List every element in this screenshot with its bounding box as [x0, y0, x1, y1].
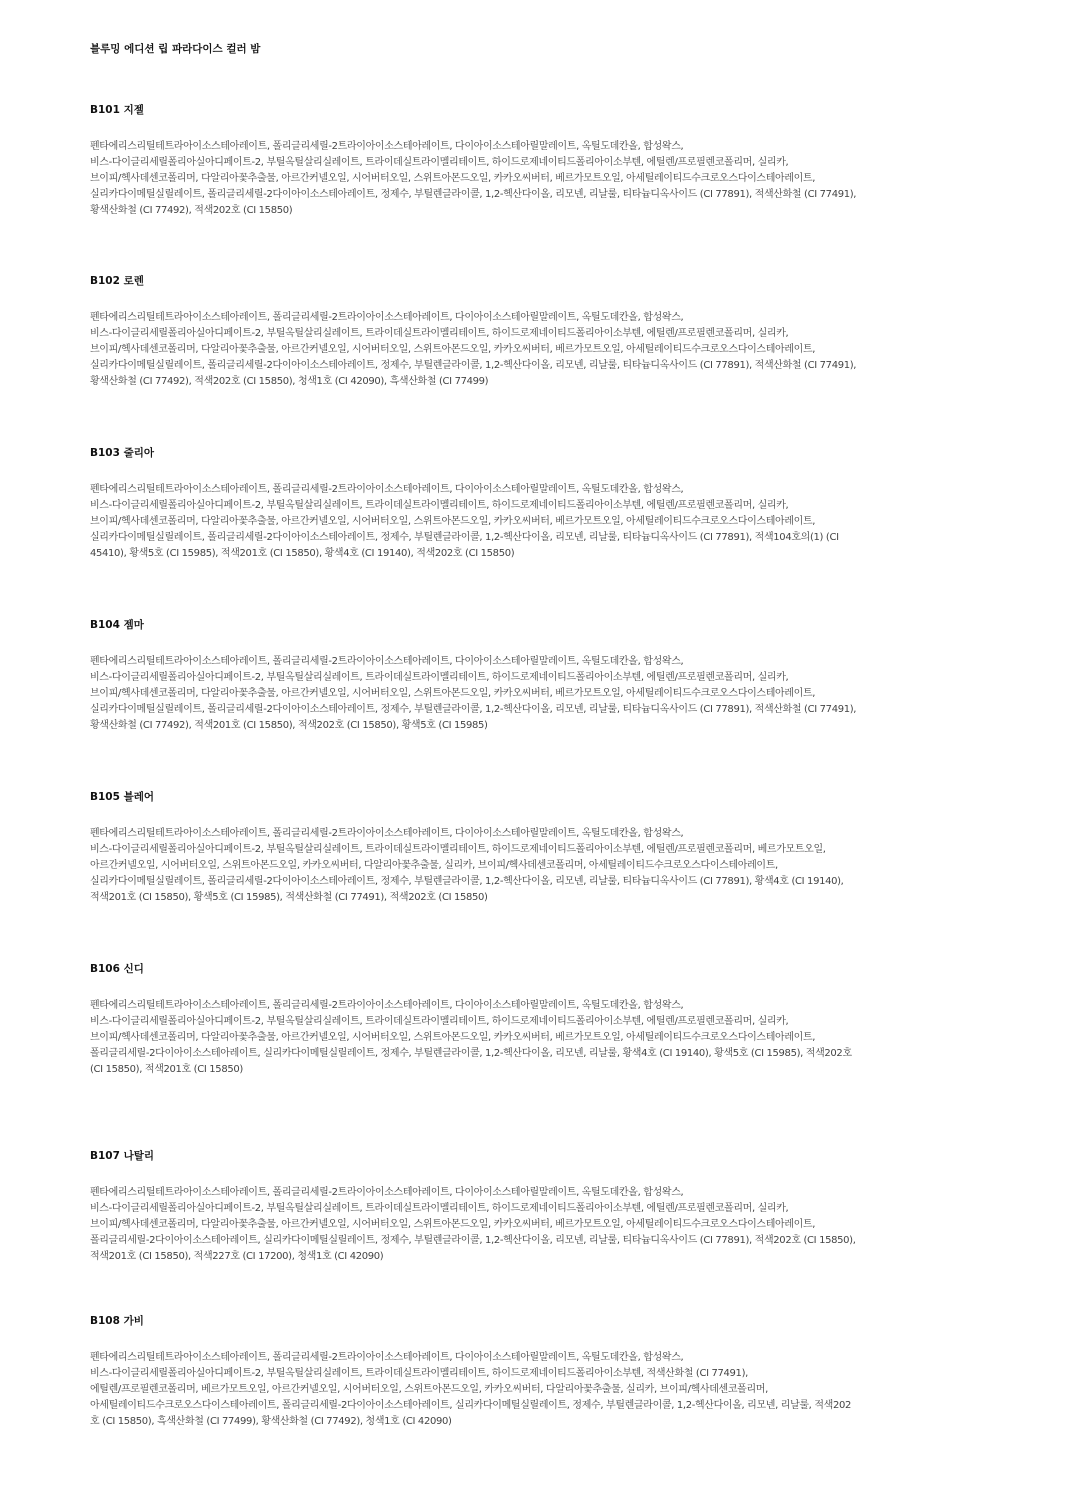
- section-title: B106 신디: [90, 963, 144, 975]
- ingredient-section-b107: [90, 1149, 990, 1265]
- section-title: B101 지젤: [90, 104, 144, 116]
- ingredient-section-b106: [90, 962, 990, 1078]
- ingredient-section-b105: [90, 790, 990, 906]
- section-ingredients: 펜타에리스리틸테트라아이소스테아레이트, 폴리글리세릴-2트라이아이소스테아레이트, 다이아이소스테아릴말레이트, 옥틸도데칸올, 합성왁스, 비스-다이글리세릴폴리아실아디페이트-2, 부틸옥틸살리실레이트, 트라이데실트라이멜리테이트, 하이드로제네이티드폴리아이소부텐, 에틸렌/프로필렌코폴리머, 실리카, 브이피/헥사데센코폴리머, 다알리아꽃추출물, 아르간커넬오일, 시어버터오일, 스위트아몬드오일, 카카오씨버터, 베르가모트오일, 아세틸레이티드수크로오스다이스테아레이트, 실리카다이메틸실릴레이트, 폴리글리세릴-2다이아이소스테아레이트, 정제수, 부틸렌글라이콜, 1,2-헥산다이올, 리모넨, 리날룰, 티타늄디옥사이드 (CI 77891), 적색산화철 (CI 77491), 황색산화철 (CI 77492), 적색201호 (CI 15850), 적색202호 (CI 15850), 황색5호 (CI 15985): [90, 656, 857, 731]
- section-ingredients: 펜타에리스리틸테트라아이소스테아레이트, 폴리글리세릴-2트라이아이소스테아레이트, 다이아이소스테아릴말레이트, 옥틸도데칸올, 합성왁스, 비스-다이글리세릴폴리아실아디페이트-2, 부틸옥틸살리실레이트, 트라이데실트라이멜리테이트, 하이드로제네이티드폴리아이소부텐, 에틸렌/프로필렌코폴리머, 실리카, 브이피/헥사데센코폴리머, 다알리아꽃추출물, 아르간커넬오일, 시어버터오일, 스위트아몬드오일, 카카오씨버터, 베르가모트오일, 아세틸레이티드수크로오스다이스테아레이트, 폴리글리세릴-2다이아이소스테아레이트, 실리카다이메틸실릴레이트, 정제수, 부틸렌글라이콜, 1,2-헥산다이올, 리모넨, 리날룰, 황색4호 (CI 19140), 황색5호 (CI 15985), 적색202호 (CI 15850), 적색201호 (CI 15850): [90, 1000, 852, 1075]
- section-ingredients: 펜타에리스리틸테트라아이소스테아레이트, 폴리글리세릴-2트라이아이소스테아레이트, 다이아이소스테아릴말레이트, 옥틸도데칸올, 합성왁스, 비스-다이글리세릴폴리아실아디페이트-2, 부틸옥틸살리실레이트, 트라이데실트라이멜리테이트, 하이드로제네이티드폴리아이소부텐, 에틸렌/프로필렌코폴리머, 실리카, 브이피/헥사데센코폴리머, 다알리아꽃추출물, 아르간커넬오일, 시어버터오일, 스위트아몬드오일, 카카오씨버터, 베르가모트오일, 아세틸레이티드수크로오스다이스테아레이트, 실리카다이메틸실릴레이트, 폴리글리세릴-2다이아이소스테아레이트, 정제수, 부틸렌글라이콜, 1,2-헥산다이올, 리모넨, 리날룰, 티타늄디옥사이드 (CI 77891), 적색104호의(1) (CI 45410), 황색5호 (CI 15985), 적색201호 (CI 15850), 황색4호 (CI 19140), 적색202호 (CI 15850): [90, 484, 839, 559]
- section-ingredients: 펜타에리스리틸테트라아이소스테아레이트, 폴리글리세릴-2트라이아이소스테아레이트, 다이아이소스테아릴말레이트, 옥틸도데칸올, 합성왁스, 비스-다이글리세릴폴리아실아디페이트-2, 부틸옥틸살리실레이트, 트라이데실트라이멜리테이트, 하이드로제네이티드폴리아이소부텐, 에틸렌/프로필렌코폴리머, 실리카, 브이피/헥사데센코폴리머, 다알리아꽃추출물, 아르간커넬오일, 시어버터오일, 스위트아몬드오일, 카카오씨버터, 베르가모트오일, 아세틸레이티드수크로오스다이스테아레이트, 실리카다이메틸실릴레이트, 폴리글리세릴-2다이아이소스테아레이트, 정제수, 부틸렌글라이콜, 1,2-헥산다이올, 리모넨, 리날룰, 티타늄디옥사이드 (CI 77891), 적색산화철 (CI 77491), 황색산화철 (CI 77492), 적색202호 (CI 15850): [90, 141, 857, 216]
- section-title: B105 블레어: [90, 791, 155, 803]
- section-title: B107 나탈리: [90, 1150, 155, 1162]
- document-title: 블루밍 에디션 립 파라다이스 컬러 밤: [90, 43, 261, 55]
- section-ingredients: 펜타에리스리틸테트라아이소스테아레이트, 폴리글리세릴-2트라이아이소스테아레이트, 다이아이소스테아릴말레이트, 옥틸도데칸올, 합성왁스, 비스-다이글리세릴폴리아실아디페이트-2, 부틸옥틸살리실레이트, 트라이데실트라이멜리테이트, 하이드로제네이티드폴리아이소부텐, 에틸렌/프로필렌코폴리머, 실리카, 브이피/헥사데센코폴리머, 다알리아꽃추출물, 아르간커넬오일, 시어버터오일, 스위트아몬드오일, 카카오씨버터, 베르가모트오일, 아세틸레이티드수크로오스다이스테아레이트, 폴리글리세릴-2다이아이소스테아레이트, 실리카다이메틸실릴레이트, 정제수, 부틸렌글라이콜, 1,2-헥산다이올, 리모넨, 리날룰, 티타늄디옥사이드 (CI 77891), 적색202호 (CI 15850), 적색201호 (CI 15850), 적색227호 (CI 17200), 청색1호 (CI 42090): [90, 1187, 856, 1262]
- section-ingredients: 펜타에리스리틸테트라아이소스테아레이트, 폴리글리세릴-2트라이아이소스테아레이트, 다이아이소스테아릴말레이트, 옥틸도데칸올, 합성왁스, 비스-다이글리세릴폴리아실아디페이트-2, 부틸옥틸살리실레이트, 트라이데실트라이멜리테이트, 하이드로제네이티드폴리아이소부텐, 에틸렌/프로필렌코폴리머, 베르가모트오일, 아르간커넬오일, 시어버터오일, 스위트아몬드오일, 카카오씨버터, 다알리아꽃추출물, 실리카, 브이피/헥사데센코폴리머, 아세틸레이티드수크로오스다이스테아레이트, 실리카다이메틸실릴레이트, 폴리글리세릴-2다이아이소스테아레이트, 정제수, 부틸렌글라이콜, 1,2-헥산다이올, 리모넨, 리날룰, 티타늄디옥사이드 (CI 77891), 황색4호 (CI 19140), 적색201호 (CI 15850), 황색5호 (CI 15985), 적색산화철 (CI 77491), 적색202호 (CI 15850): [90, 828, 844, 903]
- ingredient-section-b102: [90, 274, 990, 390]
- section-title: B103 줄리아: [90, 447, 155, 459]
- section-title: B108 가비: [90, 1315, 144, 1327]
- section-title: B104 젬마: [90, 619, 144, 631]
- ingredient-section-b108: [90, 1314, 990, 1430]
- section-title: B102 로렌: [90, 275, 144, 287]
- ingredient-section-b104: [90, 618, 990, 734]
- section-ingredients: 펜타에리스리틸테트라아이소스테아레이트, 폴리글리세릴-2트라이아이소스테아레이트, 다이아이소스테아릴말레이트, 옥틸도데칸올, 합성왁스, 비스-다이글리세릴폴리아실아디페이트-2, 부틸옥틸살리실레이트, 트라이데실트라이멜리테이트, 하이드로제네이티드폴리아이소부텐, 에틸렌/프로필렌코폴리머, 실리카, 브이피/헥사데센코폴리머, 다알리아꽃추출물, 아르간커넬오일, 시어버터오일, 스위트아몬드오일, 카카오씨버터, 베르가모트오일, 아세틸레이티드수크로오스다이스테아레이트, 실리카다이메틸실릴레이트, 폴리글리세릴-2다이아이소스테아레이트, 정제수, 부틸렌글라이콜, 1,2-헥산다이올, 리모넨, 리날룰, 티타늄디옥사이드 (CI 77891), 적색산화철 (CI 77491), 황색산화철 (CI 77492), 적색202호 (CI 15850), 청색1호 (CI 42090), 흑색산화철 (CI 77499): [90, 312, 857, 387]
- ingredient-section-b101: [90, 103, 990, 219]
- ingredient-section-b103: [90, 446, 990, 562]
- section-ingredients: 펜타에리스리틸테트라아이소스테아레이트, 폴리글리세릴-2트라이아이소스테아레이트, 다이아이소스테아릴말레이트, 옥틸도데칸올, 합성왁스, 비스-다이글리세릴폴리아실아디페이트-2, 부틸옥틸살리실레이트, 트라이데실트라이멜리테이트, 하이드로제네이티드폴리아이소부텐, 적색산화철 (CI 77491), 에틸렌/프로필렌코폴리머, 베르가모트오일, 아르간커넬오일, 시어버터오일, 스위트아몬드오일, 카카오씨버터, 다알리아꽃추출물, 실리카, 브이피/헥사데센코폴리머, 아세틸레이티드수크로오스다이스테아레이트, 폴리글리세릴-2다이아이소스테아레이트, 실리카다이메틸실릴레이트, 정제수, 부틸렌글라이콜, 1,2-헥산다이올, 리모넨, 리날룰, 적색202 호 (CI 15850), 흑색산화철 (CI 77499), 황색산화철 (CI 77492), 청색1호 (CI 42090): [90, 1352, 851, 1427]
